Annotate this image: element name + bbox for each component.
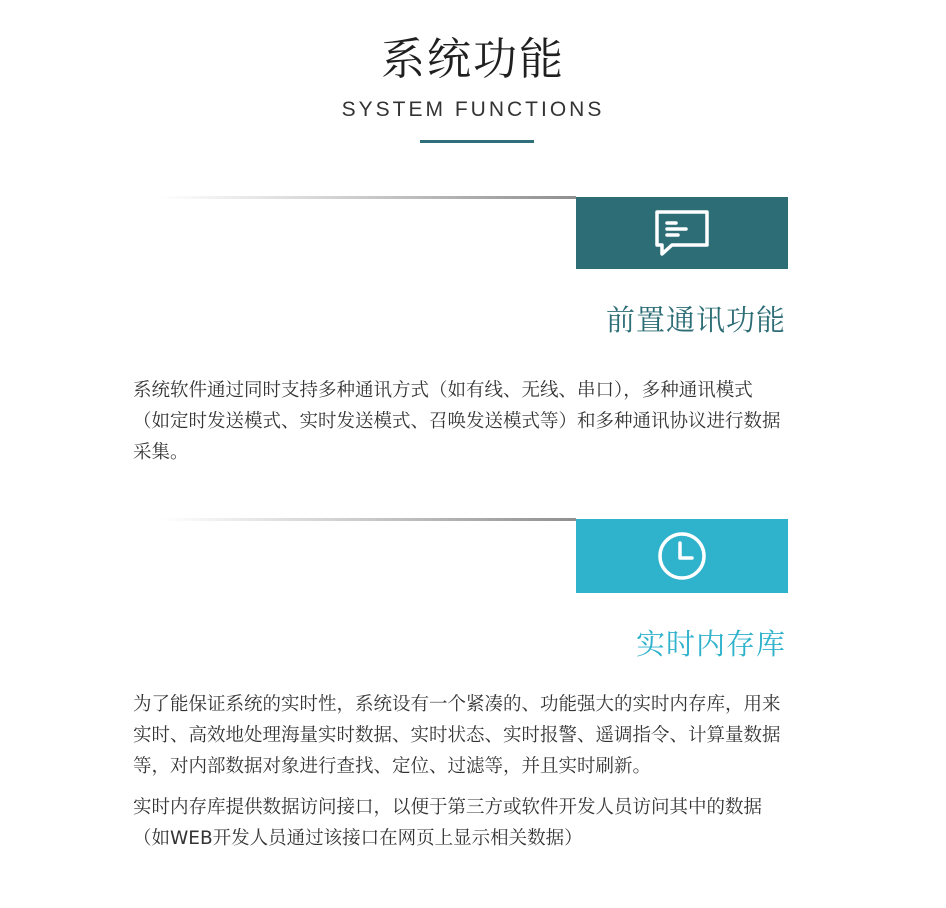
section-divider: [160, 196, 576, 199]
page-title: 系统功能: [381, 34, 565, 85]
section-paragraph: 系统软件通过同时支持多种通讯方式（如有线、无线、串口），多种通讯模式（如定时发送模式、实时发送模式、召唤发送模式等）和多种通讯协议进行数据采集。: [133, 380, 781, 463]
section-heading: 实时内存库: [635, 627, 786, 661]
message-icon: [652, 208, 712, 258]
section-heading: 前置通讯功能: [605, 303, 786, 337]
title-underline: [420, 140, 534, 143]
clock-icon: [655, 529, 709, 583]
section-paragraph: 实时内存库提供数据访问接口，以便于第三方或软件开发人员访问其中的数据（如WEB开发人员通过该接口在网页上显示相关数据）: [133, 797, 763, 849]
section-divider: [160, 518, 576, 521]
page-subtitle: SYSTEM FUNCTIONS: [341, 98, 605, 121]
section-icon-box: [576, 197, 788, 269]
section-icon-box: [576, 519, 788, 593]
section-paragraph: 为了能保证系统的实时性，系统设有一个紧凑的、功能强大的实时内存库，用来实时、高效地处理海量实时数据、实时状态、实时报警、遥调指令、计算量数据等，对内部数据对象进行查找、定位、过滤等，并且实时刷新。: [133, 694, 781, 777]
